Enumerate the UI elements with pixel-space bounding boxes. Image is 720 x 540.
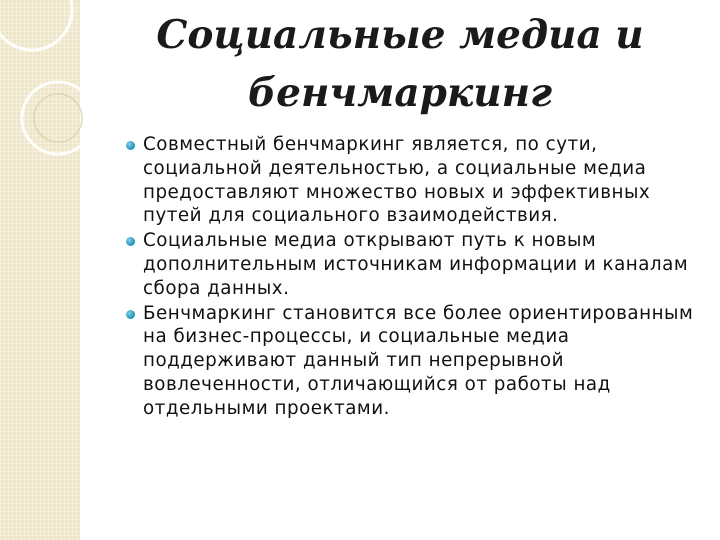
- round-bullet-icon: [126, 310, 135, 319]
- round-bullet-icon: [126, 141, 135, 150]
- bullet-list: [126, 133, 711, 422]
- bullet-text: Социальные медиа открывают путь к новым дополнительным источникам информации и каналам сбора данных.: [143, 230, 689, 299]
- bullet-item: [126, 133, 711, 228]
- decorative-circles: [0, 0, 120, 200]
- bullet-item: [126, 229, 711, 300]
- bullet-text: Совместный бенчмаркинг является, по сути, социальной деятельностью, а социальные медиа предоставляют множество новых и эффективных путей для социального взаимодействия.: [143, 134, 651, 227]
- bullet-text: Бенчмаркинг становится все более ориентированным на бизнес-процессы, и социальные медиа поддерживают данный тип непрерывной вовлеченности, отличающийся от работы над отдельными проектами.: [143, 302, 694, 419]
- slide-title: Социальные медиа и бенчмаркинг: [156, 12, 644, 116]
- bullet-item: [126, 302, 711, 421]
- decorative-side-panel: [0, 0, 80, 540]
- round-bullet-icon: [126, 237, 135, 246]
